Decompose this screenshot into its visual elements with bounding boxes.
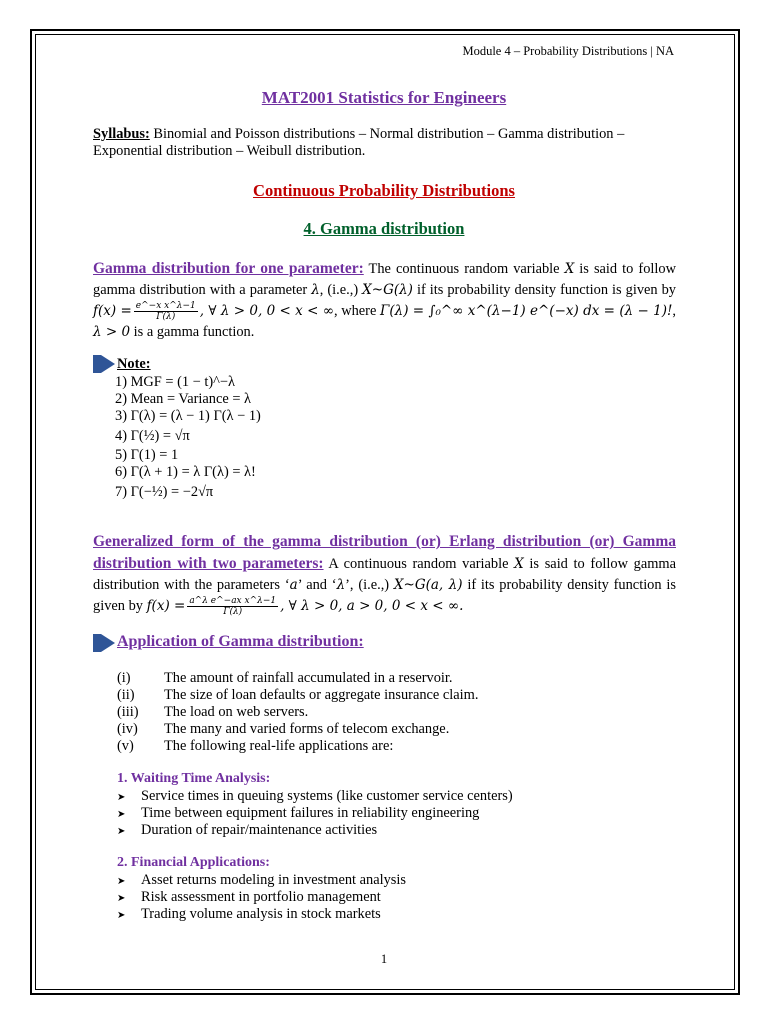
arrowhead-bullet-icon: ➤ [117,893,126,904]
bullet-list [117,788,513,839]
list-item: 4) Γ(½) = √π [115,428,190,444]
list-item: ➤ Duration of repair/maintenance activities [117,822,378,838]
list-item: 1) MGF = (1 − t)^−λ [115,374,236,390]
running-header: Module 4 – Probability Distributions | NA [462,44,674,58]
sub-heading: 4. Gamma distribution [303,219,465,238]
list-item: (iv) The many and varied forms of telecom exchange. [117,721,450,737]
arrow-bullet-icon [101,634,115,652]
arrowhead-bullet-icon: ➤ [117,826,126,837]
document-title: MAT2001 Statistics for Engineers [261,88,507,107]
page-border-inner [35,34,735,990]
list-item: (ii) The size of loan defaults or aggregate insurance claim. [117,687,479,703]
gamma-two-paragraph: Generalized form of the gamma distribution (or) Erlang distribution (or) Gamma distribution with two parameters: A continuous random variable X is said to follow gamma distribution with the parameters ‘a’ and ‘λ’, (i.e.,) X~G(a, λ) if its probability density function is given by f(x) = $\frac{\text{a\textasciicircum{}λ e\textasciicircum{}−ax x\textasciicircum{}λ−1}}{\Gamma(\lambda)}$ , ∀ λ > 0, a > 0, 0 < x < ∞. [93,533,677,618]
list-item: ➤ Risk assessment in portfolio management [117,889,381,905]
arrowhead-bullet-icon: ➤ [117,792,126,803]
list-item: 6) Γ(λ + 1) = λ Γ(λ) = λ! [115,464,256,480]
gamma-one-paragraph: Gamma distribution for one parameter: The continuous random variable X is said to follow gamma distribution with a parameter λ, (i.e.,) X~G(λ) if its probability density function is given by f(x) = $\frac{\text{e\textasciicircum{}−x x\textasciicircum{}λ−1}}{\Gamma(\lambda)}$ , ∀ λ > 0, 0 < x < ∞, where Γ(λ) = ∫₀^∞ x^(λ−1) e^(−x) dx = (λ − 1)!, λ > 0 is a gamma function. [93,260,677,341]
arrowhead-bullet-icon: ➤ [117,876,126,887]
group-title: 1. Waiting Time Analysis: [117,771,271,786]
note-list [115,374,261,503]
section-heading: Continuous Probability Distributions [253,181,515,200]
gamma-two-heading: Generalized form of the gamma distribution (or) Erlang distribution (or) Gamma distribution with two parameters: [93,533,676,572]
bullet-list [117,872,406,923]
list-item: 2) Mean = Variance = λ [115,391,252,407]
list-item: (v) The following real-life applications are: [117,738,394,754]
application-heading: Application of Gamma distribution: [117,633,364,650]
list-item: 5) Γ(1) = 1 [115,447,179,463]
group-title: 2. Financial Applications: [117,855,270,870]
list-item: ➤ Service times in queuing systems (like customer service centers) [117,788,513,804]
arrow-bullet-icon [101,355,115,373]
list-item: ➤ Time between equipment failures in reliability engineering [117,805,480,821]
arrowhead-bullet-icon: ➤ [117,809,126,820]
note-label: Note: [117,356,151,372]
application-list [117,670,478,755]
syllabus [93,126,693,160]
list-item: (iii) The load on web servers. [117,704,309,720]
page-number: 1 [380,952,388,966]
pdf-fraction: $\frac{\text{a\textasciicircum{}λ e\textasciicircum{}−ax x\textasciicircum{}λ−1}}{\Gamma(\lambda)}$ [189,596,277,618]
gamma-one-heading: Gamma distribution for one parameter: [93,260,364,277]
pdf-fraction: $\frac{\text{e\textasciicircum{}−x x\textasciicircum{}λ−1}}{\Gamma(\lambda)}$ [135,301,196,323]
list-item: ➤ Asset returns modeling in investment analysis [117,872,406,888]
list-item: 7) Γ(−½) = −2√π [115,484,214,500]
syllabus-text: Binomial and Poisson distributions – Normal distribution – Gamma distribution – Exponential distribution – Weibull distribution. [93,126,625,159]
syllabus-label: Syllabus: [93,126,150,142]
list-item: ➤ Trading volume analysis in stock markets [117,906,381,922]
list-item: (i) The amount of rainfall accumulated in a reservoir. [117,670,453,686]
list-item: 3) Γ(λ) = (λ − 1) Γ(λ − 1) [115,408,261,424]
arrowhead-bullet-icon: ➤ [117,910,126,921]
